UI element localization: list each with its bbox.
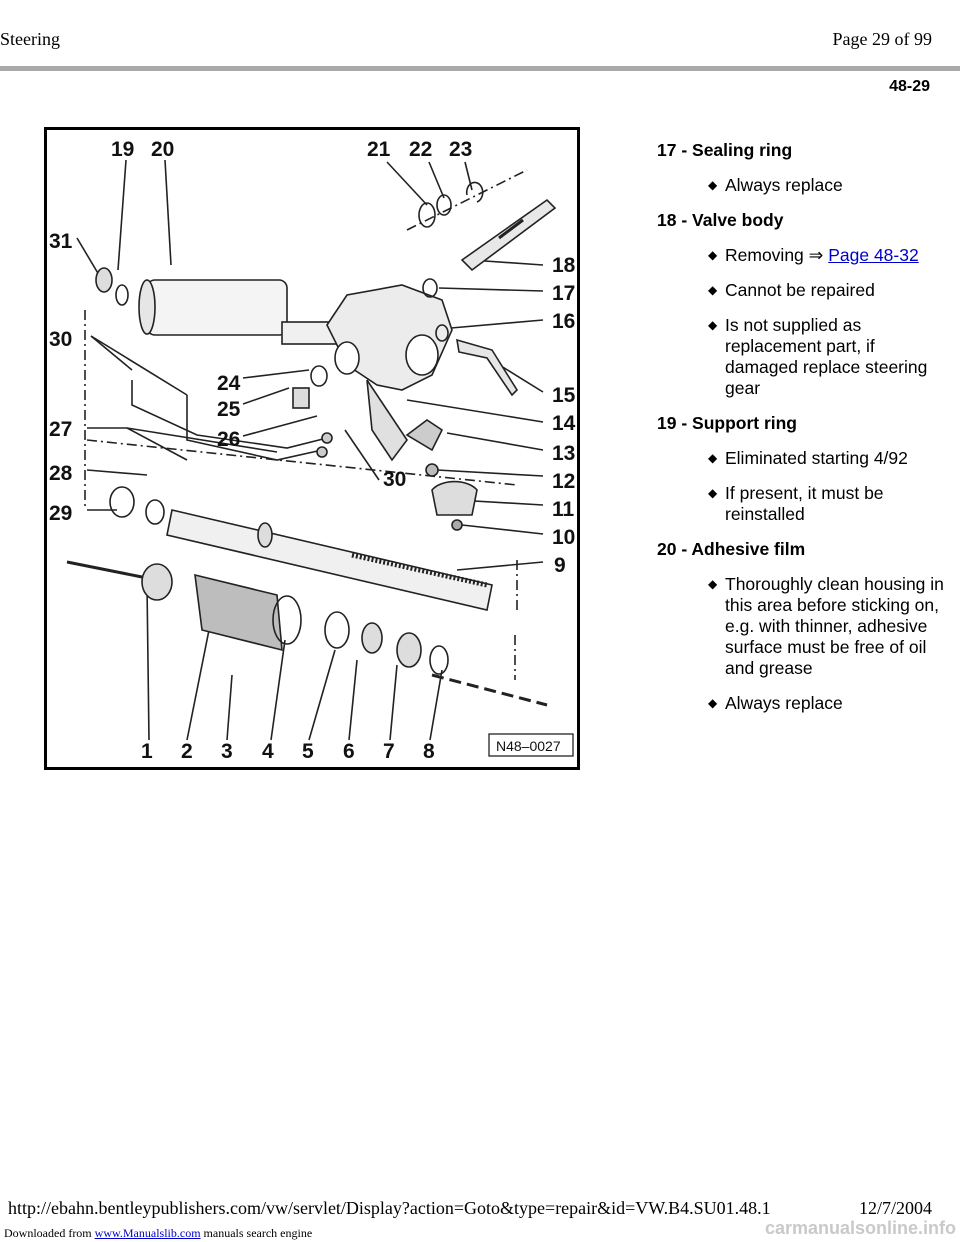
item-18-bullet-1: ◆ Removing ⇒ Page 48-32: [708, 245, 919, 265]
diamond-bullet-icon: ◆: [708, 318, 718, 332]
diagram-label-17: 17: [552, 282, 576, 305]
item-17-bullet-1: ◆ Always replace: [708, 175, 843, 195]
manualslib-link[interactable]: www.Manualslib.com: [94, 1226, 201, 1240]
diagram-label-23: 23: [449, 138, 473, 161]
diagram-label-1: 1: [141, 740, 153, 763]
diagram-label-29: 29: [49, 502, 73, 525]
header-divider: [0, 66, 960, 71]
item-18-bullet-3: ◆ Is not supplied as replacement part, if damaged replace steering gear: [708, 315, 928, 398]
parts-list: [657, 140, 947, 728]
watermark: carmanualsonline.info: [764, 1218, 956, 1238]
diagram-label-24: 24: [217, 372, 241, 395]
diamond-bullet-icon: ◆: [708, 283, 718, 297]
diagram-label-26: 26: [217, 428, 241, 451]
diagram-label-28: 28: [49, 462, 73, 485]
diagram-label-6: 6: [343, 740, 355, 763]
steering-gear-exploded-diagram: [44, 127, 580, 770]
header-title: Steering: [0, 29, 60, 49]
diagram-label-9: 9: [554, 554, 566, 577]
item-19-bullet-1: ◆ Eliminated starting 4/92: [708, 448, 908, 468]
diagram-label-3: 3: [221, 740, 233, 763]
diagram-label-14: 14: [552, 412, 576, 435]
diagram-label-15: 15: [552, 384, 576, 407]
diagram-label-27: 27: [49, 418, 73, 441]
diagram-label-13: 13: [552, 442, 576, 465]
diagram-label-8: 8: [423, 740, 435, 763]
diamond-bullet-icon: ◆: [708, 696, 718, 710]
diagram-label-18: 18: [552, 254, 576, 277]
figure-code: N48–0027: [496, 738, 561, 754]
item-20-bullet-2: ◆ Always replace: [708, 693, 843, 713]
diagram-label-22: 22: [409, 138, 433, 161]
diagram-label-19: 19: [111, 138, 135, 161]
diagram-label-10: 10: [552, 526, 576, 549]
item-19-heading: 19 - Support ring: [657, 413, 797, 433]
item-19-bullet-2: ◆ If present, it must be reinstalled: [708, 483, 884, 524]
download-notice: Downloaded from www.Manualslib.com manuals search engine: [4, 1226, 313, 1240]
diagram-label-2: 2: [181, 740, 193, 763]
item-20-heading: 20 - Adhesive film: [657, 539, 806, 559]
page-number: 48-29: [889, 78, 930, 95]
diagram-label-30-lower: 30: [383, 468, 407, 491]
footer-date: 12/7/2004: [858, 1198, 932, 1218]
diamond-bullet-icon: ◆: [708, 486, 718, 500]
diagram-label-20: 20: [151, 138, 175, 161]
diagram-label-5: 5: [302, 740, 314, 763]
item-18-bullet-2: ◆ Cannot be repaired: [708, 280, 875, 300]
diagram-label-7: 7: [383, 740, 395, 763]
diagram-label-11: 11: [552, 498, 575, 521]
diagram-label-31: 31: [49, 230, 73, 253]
diagram-label-30-upper: 30: [49, 328, 73, 351]
diagram-label-12: 12: [552, 470, 576, 493]
diagram-drawing: [47, 130, 577, 767]
diagram-label-25: 25: [217, 398, 241, 421]
footer-url: http://ebahn.bentleypublishers.com/vw/servlet/Display?action=Goto&type=repair&id=VW.B4.SU01.48.1: [8, 1198, 771, 1218]
diamond-bullet-icon: ◆: [708, 577, 718, 591]
header-page-of: Page 29 of 99: [832, 29, 932, 49]
item-18-heading: 18 - Valve body: [657, 210, 784, 230]
diagram-label-21: 21: [367, 138, 391, 161]
diamond-bullet-icon: ◆: [708, 451, 718, 465]
arrow-icon: ⇒: [808, 245, 824, 265]
item-17-heading: 17 - Sealing ring: [657, 140, 793, 160]
diagram-label-16: 16: [552, 310, 576, 333]
page-48-32-link[interactable]: Page 48-32: [828, 245, 919, 265]
diagram-label-4: 4: [262, 740, 274, 763]
diamond-bullet-icon: ◆: [708, 178, 718, 192]
item-20-bullet-1: ◆ Thoroughly clean housing in this area before sticking on, e.g. with thinner, adhesive surface must be free of oil and grease: [708, 574, 944, 678]
diamond-bullet-icon: ◆: [708, 248, 718, 262]
